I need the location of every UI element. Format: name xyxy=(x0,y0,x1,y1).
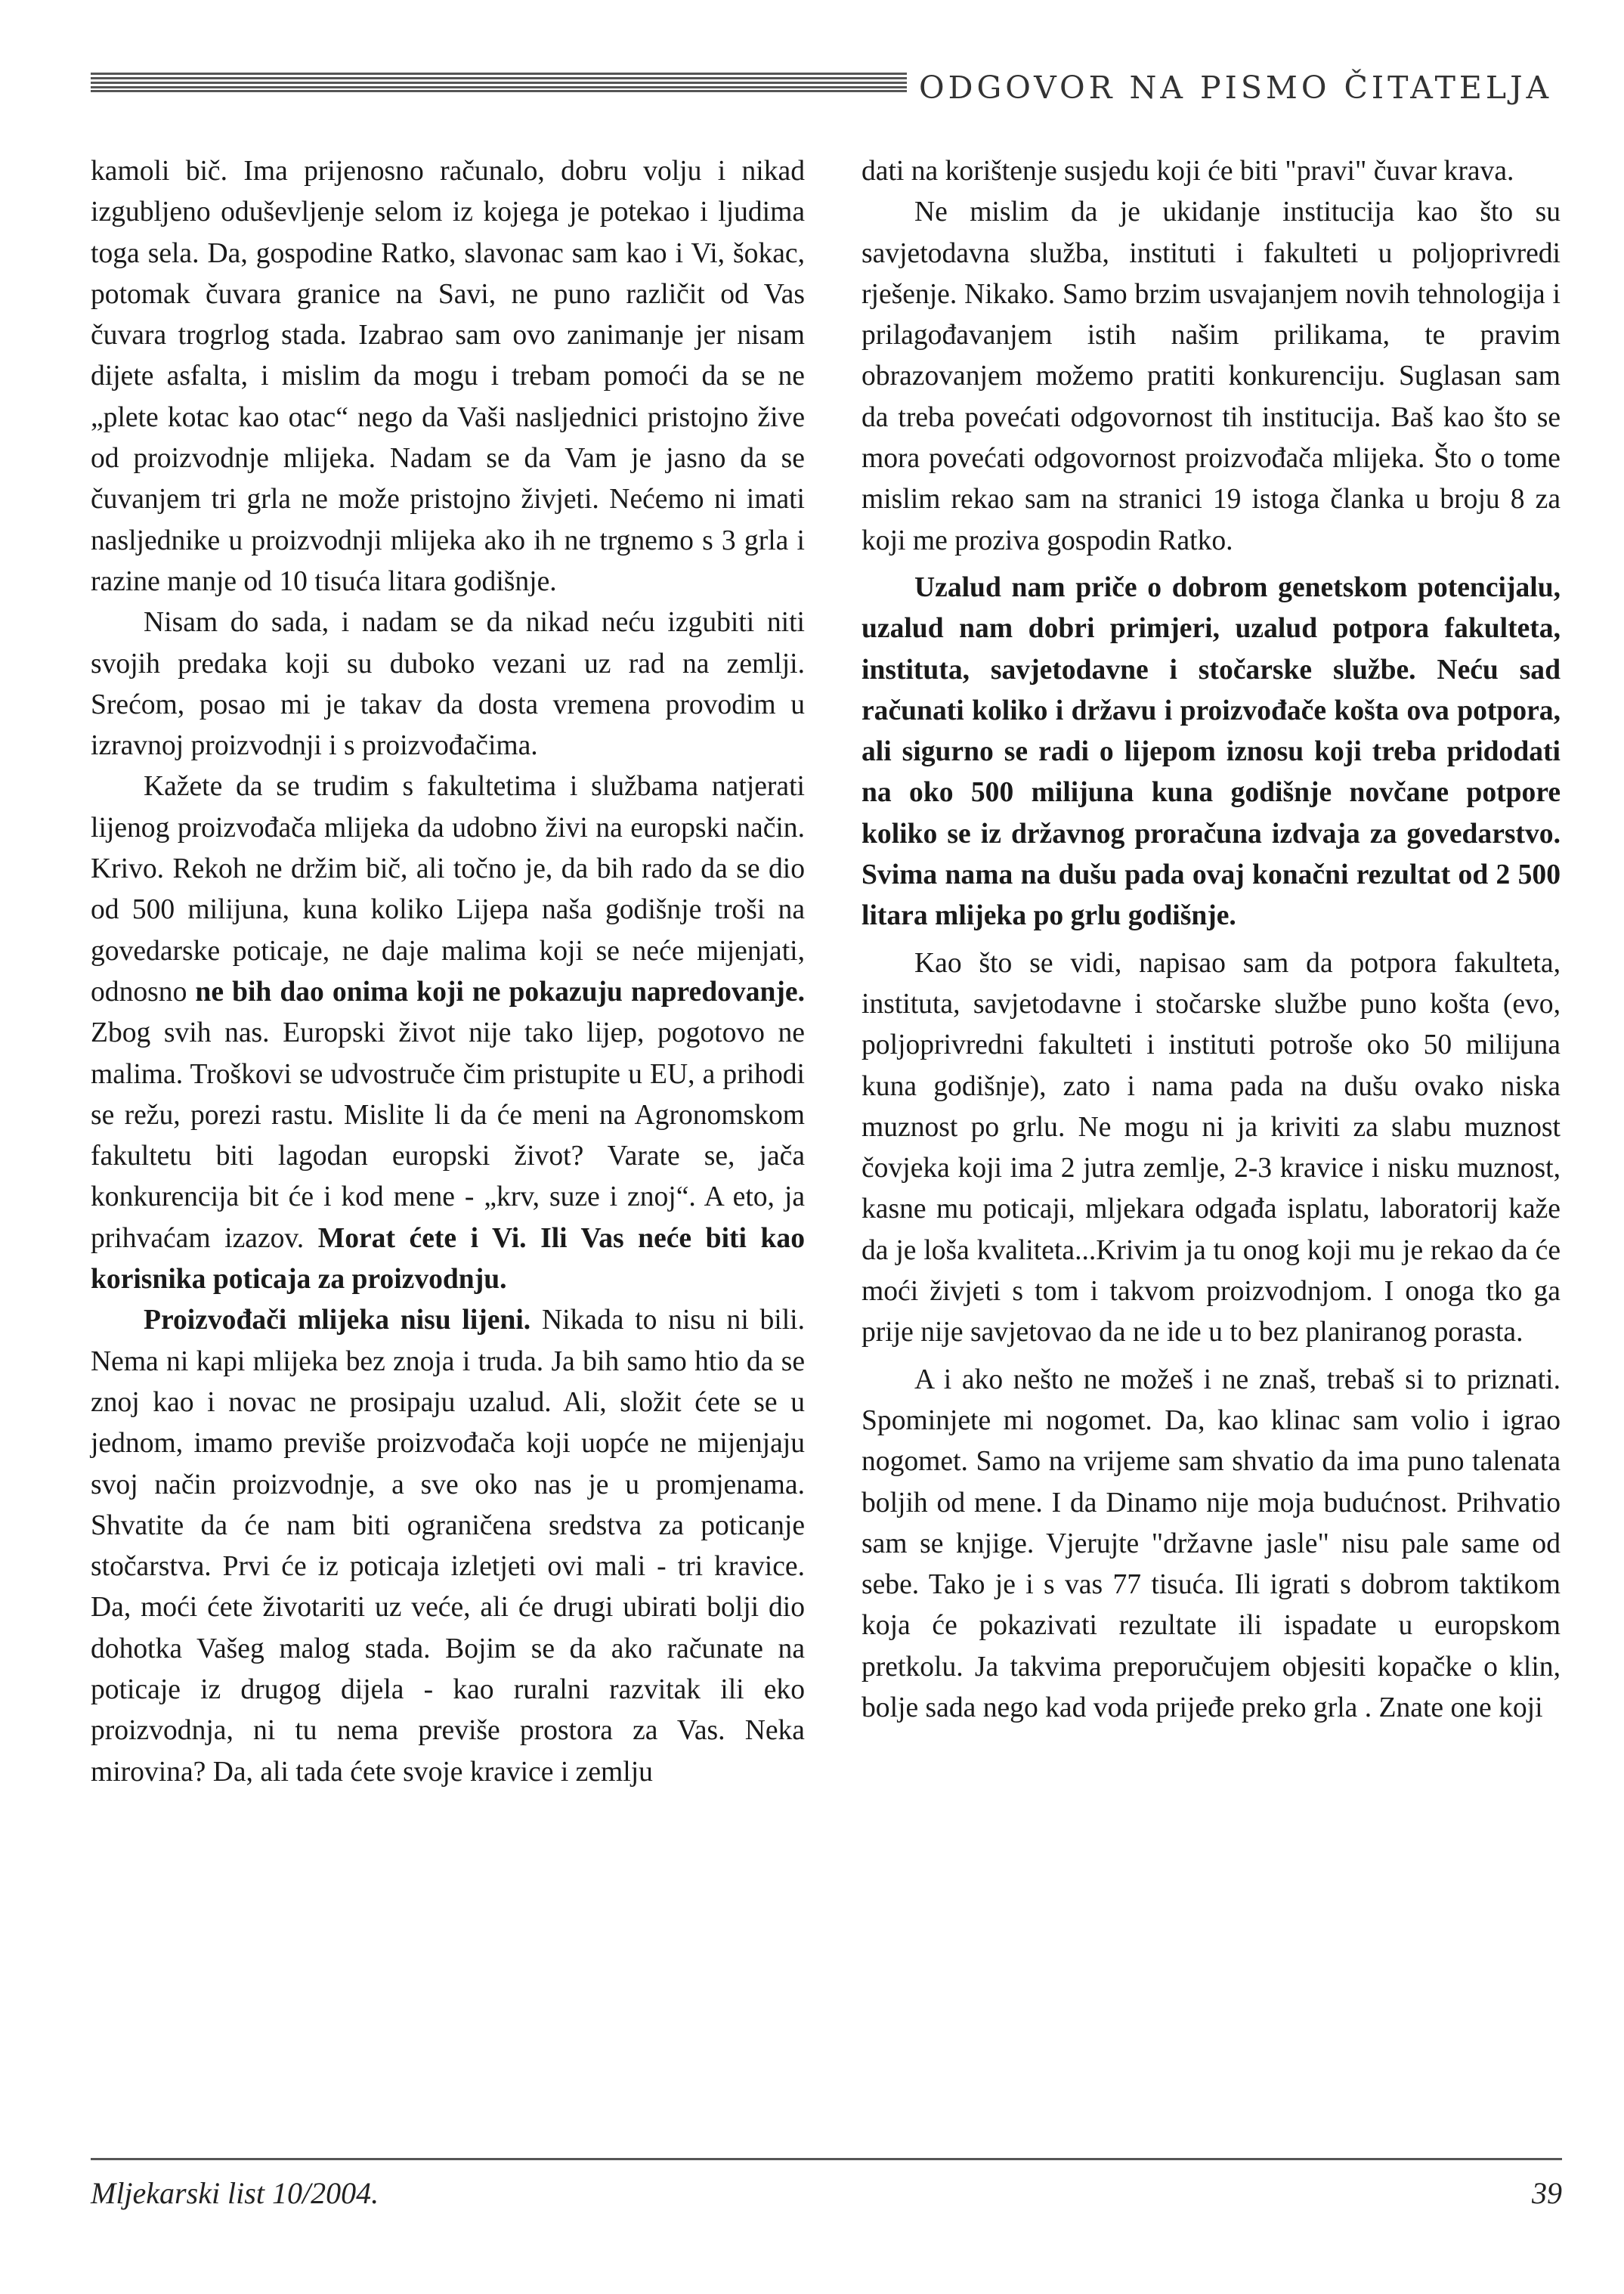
left-paragraph-2: Nisam do sada, i nadam se da nikad neću izgubiti niti svojih predaka koji su duboko vezani uz rad na zemlji. Srećom, posao mi je takav da dosta vremena provodim u izravnoj proizvodnji i s proizvođačima. xyxy=(91,607,805,762)
header-rule-lines xyxy=(91,73,907,92)
section-title: ODGOVOR NA PISMO ČITATELJA xyxy=(919,70,1553,106)
left-paragraph-3-bold-1: ne bih dao onima koji ne pokazuju napredovanje. xyxy=(195,976,805,1008)
left-paragraph-1: kamoli bič. Ima prijenosno računalo, dobru volju i nikad izgubljeno oduševljenje selom iz kojega je potekao i ljudima toga sela. Da, gospodine Ratko, slavonac sam kao i Vi, šokac, potomak čuvara granice na Savi, ne puno različit od Vas čuvara trogrlog stada. Izabrao sam ovo zanimanje jer nisam dijete asfalta, i mislim da mogu i trebam pomoći da se ne „plete kotac kao otac“ nego da Vaši nasljednici pristojno žive od proizvodnje mlijeka. Nadam se da Vam je jasno da se čuvanjem tri grla ne može pristojno živjeti. Nećemo ni imati nasljednike u proizvodnji mlijeka ako ih ne trgnemo s 3 grla i razine manje od 10 tisuća litara godišnje. xyxy=(91,156,805,597)
footer-page-number: 39 xyxy=(1532,2176,1562,2210)
right-paragraph-3-bold: Uzalud nam priče o dobrom genetskom potencijalu, uzalud nam dobri primjeri, uzalud potpora fakulteta, instituta, savjetodavne i stočarske službe. Neću sad računati koliko i državu i proizvođače košta ova potpora, ali sigurno se radi o lijepom iznosu koji treba pridodati na oko 500 milijuna kuna godišnje novčane potpore koliko se iz državnog proračuna izdvaja za govedarstvo. Svima nama na dušu pada ovaj konačni rezultat od 2 500 litara mlijeka po grlu godišnje. xyxy=(861,571,1561,932)
footer-publication: Mljekarski list 10/2004. xyxy=(91,2176,379,2210)
right-paragraph-2: Ne mislim da je ukidanje institucija kao što su savjetodavna služba, instituti i fakulteti u poljoprivredi rješenje. Nikako. Samo brzim usvajanjem novih tehnologija i prilagođavanjem istih našim prilikama, te pravim obrazovanjem možemo pratiti konkurenciju. Suglasan sam da treba povećati odgovornost tih institucija. Baš kao što se mora povećati odgovornost proizvođača mlijeka. Što o tome mislim rekao sam na stranici 19 istoga članka u broju 8 za koji me proziva gospodin Ratko. xyxy=(861,197,1561,556)
left-paragraph-3 xyxy=(91,766,805,1300)
right-paragraph-3 xyxy=(861,568,1561,937)
left-paragraph-4 xyxy=(91,1300,805,1793)
right-paragraph-5: A i ako nešto ne možeš i ne znaš, trebaš si to priznati. Spominjete mi nogomet. Da, kao klinac sam volio i igrao nogomet. Samo na vrijeme sam shvatio da ima puno talenata boljih od mene. I da Dinamo nije moja budućnost. Prihvatio sam se knjige. Vjerujte "državne jasle" nisu pale same od sebe. Tako je i s vas 77 tisuća. Ili igrati s dobrom taktikom koja će pokazivati rezultate ili ispadate u europskom pretkolu. Ja takvima preporučujem objesiti kopačke o klin, bolje sada nego kad voda prijeđe preko grla . Znate one koji xyxy=(861,1364,1561,1723)
left-paragraph-4-text: Nikada to nisu ni bili. Nema ni kapi mlijeka bez znoja i truda. Ja bih samo htio da se znoj kao i novac ne prosipaju uzalud. Ali, složit ćete se u jednom, imamo previše proizvođača koji uopće ne mijenjaju svoj način proizvodnje, a sve oko nas je u promjenama. Shvatite da će nam biti ograničena sredstva za poticanje stočarstva. Prvi će iz poticaja izletjeti ovi mali - tri kravice. Da, moći ćete životariti uz veće, ali će drugi ubirati bolji dio dohotka Vašeg malog stada. Bojim se da ako računate na poticaje iz drugog dijela - kao ruralni razvitak ili eko proizvodnja, ni tu nema previše prostora za Vas. Neka mirovina? Da, ali tada ćete svoje kravice i zemlju xyxy=(91,1305,806,1788)
right-paragraph-1: dati na korištenje susjedu koji će biti "pravi" čuvar krava. xyxy=(861,156,1514,187)
footer-rule xyxy=(91,2158,1562,2160)
left-paragraph-3-text-a: Kažete da se trudim s fakultetima i službama natjerati lijenog proizvođača mlijeka da udobno živi na europski način. Krivo. Rekoh ne držim bič, ali točno je, da bih rado da se dio od 500 milijuna, kuna koliko Lijepa naša godišnje troši na govedarske poticaje, ne daje malima koji se neće mijenjati, odnosno xyxy=(91,771,805,1008)
right-column xyxy=(861,151,1561,1729)
left-column xyxy=(91,151,805,1793)
left-paragraph-3-bold-2: Morat ćete i Vi. Ili Vas neće biti kao korisnika poticaja za proizvodnju. xyxy=(91,1222,806,1296)
left-paragraph-4-bold: Proizvođači mlijeka nisu lijeni. xyxy=(144,1305,531,1336)
left-paragraph-3-text-b: Zbog svih nas. Europski život nije tako lijep, pogotovo ne malima. Troškovi se udvostruče čim pristupite u EU, a prihodi se režu, porezi rastu. Mislite li da će meni na Agronomskom fakultetu biti lagodan europski život? Varate se, jača konkurencija bit će i kod mene - „krv, suze i znoj“. A eto, ja prihvaćam izazov. xyxy=(91,1017,805,1254)
right-paragraph-4: Kao što se vidi, napisao sam da potpora fakulteta, instituta, savjetodavne i stočarske službe puno košta (evo, poljoprivredni fakulteti i instituti potroše oko 50 milijuna kuna godišnje), zato i nama pada na dušu ovako niska muznost po grlu. Ne mogu ni ja kriviti za slabu muznost čovjeka koji ima 2 jutra zemlje, 2-3 kravice i nisku muznost, kasne mu poticaji, mljekara odgađa isplatu, laboratorij kaže da je loša kvaliteta...Krivim ja tu onog koji mu je rekao da će moći živjeti s tom i takvom proizvodnjom. I onoga tko ga prije nije savjetovao da ne ide u to bez planiranog porasta. xyxy=(861,947,1561,1348)
